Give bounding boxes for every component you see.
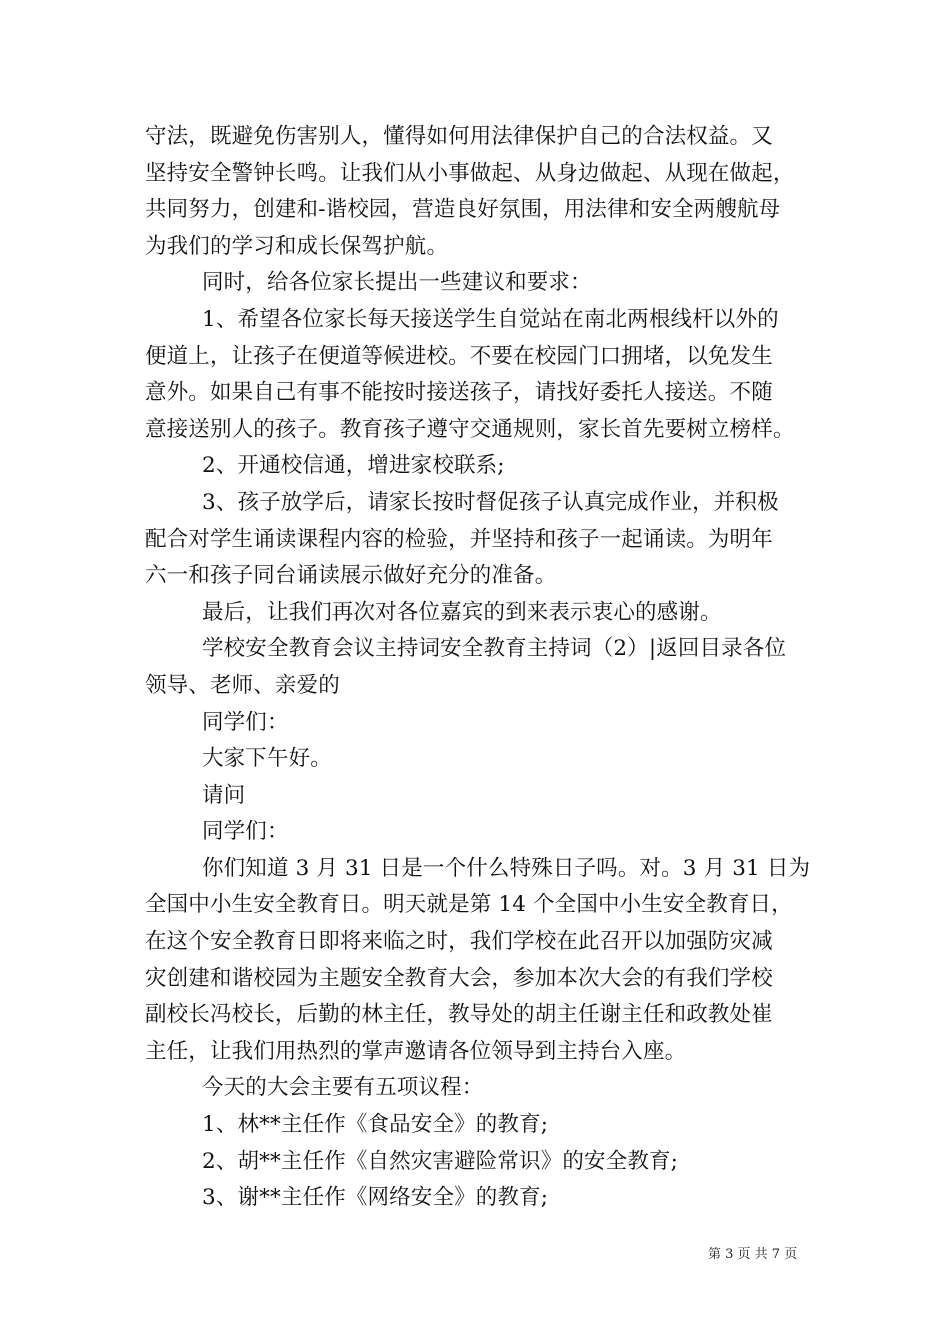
text-line: 大家下午好。 <box>202 746 332 772</box>
text-line: 为我们的学习和成长保驾护航。 <box>145 233 449 259</box>
page-number: 第 3 页 共 7 页 <box>708 1247 798 1262</box>
text-line: 主任，让我们用热烈的掌声邀请各位领导到主持台入座。 <box>145 1038 687 1064</box>
text-line: 你们知道 3 月 31 日是一个什么特殊日子吗。对。3 月 31 日为 <box>202 855 811 881</box>
text-line: 守法，既避免伤害别人，懂得如何用法律保护自己的合法权益。又 <box>145 124 773 149</box>
text-line: 2、胡**主任作《自然灾害避险常识》的安全教育; <box>202 1148 679 1174</box>
text-line: 坚持安全警钟长鸣。让我们从小事做起、从身边做起、从现在做起， <box>145 160 795 186</box>
text-line: 同学们： <box>202 819 289 845</box>
text-line: 在这个安全教育日即将来临之时，我们学校在此召开以加强防灾减 <box>145 929 773 955</box>
text-line: 今天的大会主要有五项议程： <box>202 1075 484 1101</box>
document-body <box>145 119 813 1217</box>
text-line: 1、林**主任作《食品安全》的教育; <box>202 1112 549 1138</box>
text-line: 请问 <box>202 782 246 808</box>
text-line: 共同努力，创建和-谐校园，营造良好氛围，用法律和安全两艘航母 <box>145 197 781 223</box>
text-line: 同时，给各位家长提出一些建议和要求： <box>202 270 592 296</box>
text-line: 同学们： <box>202 709 289 735</box>
text-line: 最后，让我们再次对各位嘉宾的到来表示衷心的感谢。 <box>202 599 722 625</box>
text-line: 灾创建和谐校园为主题安全教育大会，参加本次大会的有我们学校 <box>145 965 773 991</box>
text-line: 全国中小生安全教育日。明天就是第 14 个全国中小生安全教育日， <box>145 892 793 918</box>
text-line: 1、希望各位家长每天接送学生自觉站在南北两根线杆以外的 <box>202 306 779 332</box>
text-line: 学校安全教育会议主持词安全教育主持词（2）|返回目录各位 <box>202 636 787 662</box>
text-line: 便道上，让孩子在便道等候进校。不要在校园门口拥堵，以免发生 <box>145 343 773 369</box>
text-line: 意外。如果自己有事不能按时接送孩子，请找好委托人接送。不随 <box>145 380 773 406</box>
text-line: 3、孩子放学后，请家长按时督促孩子认真完成作业，并积极 <box>202 489 779 515</box>
text-line: 六一和孩子同台诵读展示做好充分的准备。 <box>145 563 557 589</box>
text-line: 2、开通校信通，增进家校联系; <box>202 453 505 479</box>
text-line: 3、谢**主任作《网络安全》的教育; <box>202 1185 549 1211</box>
text-line: 副校长冯校长，后勤的林主任，教导处的胡主任谢主任和政教处崔 <box>145 1002 773 1028</box>
text-line: 配合对学生诵读课程内容的检验，并坚持和孩子一起诵读。为明年 <box>145 526 773 552</box>
text-line: 意接送别人的孩子。教育孩子遵守交通规则，家长首先要树立榜样。 <box>145 416 795 442</box>
text-line: 领导、老师、亲爱的 <box>145 672 340 698</box>
